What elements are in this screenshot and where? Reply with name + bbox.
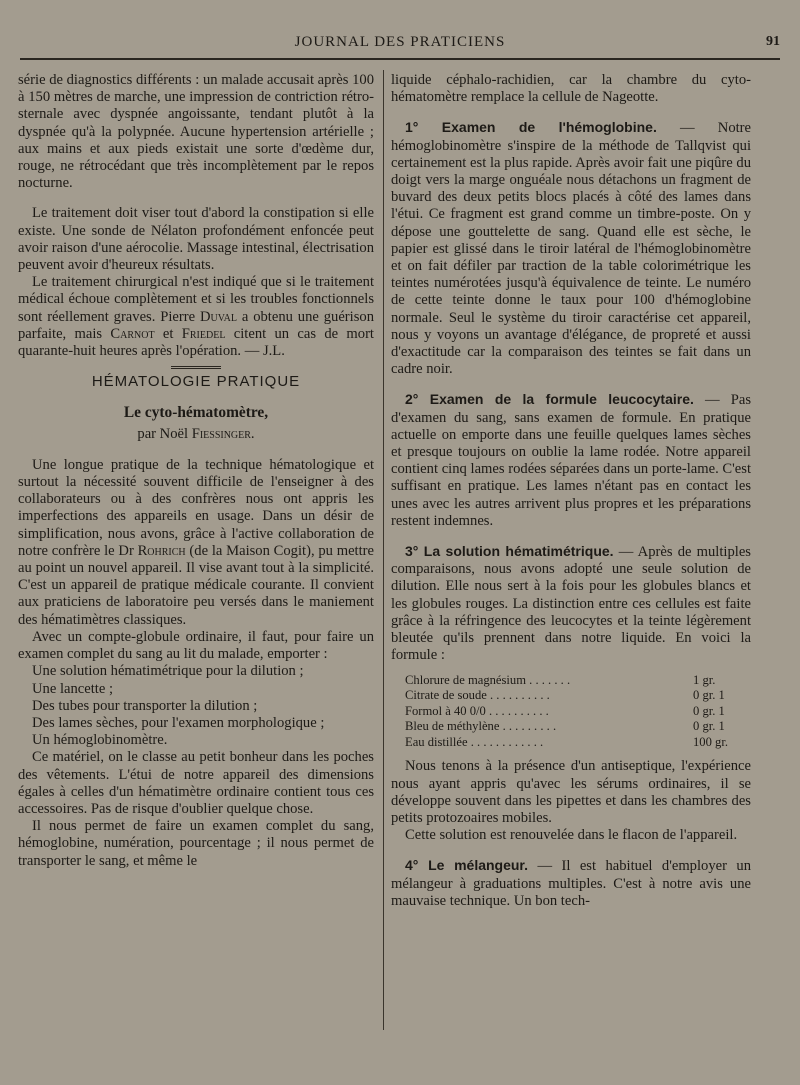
list-item: Des lames sèches, pour l'examen morphologique ; xyxy=(32,714,325,731)
author-name-friedel: Friedel xyxy=(181,325,226,342)
paragraph-antiseptic: Nous tenons à la présence d'un antiseptique, l'expérience nous ayant appris qu'avec les sérums ordinaires, il se développe souvent dans les pipettes et dans les chambres des petits protozoaires mobiles. xyxy=(391,758,751,827)
paragraph-diagnostics: série de diagnostics différents : un malade accusait après 100 à 150 mètres de marche, une impression de contriction rétro-sternale avec dyspnée angoissante, tendant plutôt à la dyspnée qu'à la polypnée. Aucune hypertension artérielle ; aux mains et aux pieds existait une sorte d'œdème dur, rouge, ne rétrocédant que très incomplètement par le repos nocturne. xyxy=(18,72,374,192)
journal-title: JOURNAL DES PRATICIENS xyxy=(294,34,506,50)
subheading-solution: 3° La solution hématimétrique. xyxy=(405,543,614,560)
column-divider xyxy=(383,70,384,1030)
paragraph-renewal: Cette solution est renouvelée dans le flacon de l'appareil. xyxy=(405,827,738,844)
author-name-duval: Duval xyxy=(199,308,237,325)
formula-table xyxy=(405,673,751,751)
section-title: HÉMATOLOGIE PRATIQUE xyxy=(91,373,301,391)
subheading-hemoglobin: 1° Examen de l'hémoglobine. xyxy=(405,119,657,136)
subheading-leukocyte: 2° Examen de la formule leucocytaire. xyxy=(405,391,694,408)
list-item: Une solution hématimétrique pour la dilution ; xyxy=(32,663,304,680)
formula-row: Chlorure de magnésium . . . . . . . 1 gr. xyxy=(405,672,716,687)
formula-row: Formol à 40 0/0 . . . . . . . . . . 0 gr. 1 xyxy=(405,703,725,718)
paragraph-case: Ce matériel, on le classe au petit bonheur dans les poches des vêtements. L'étui de notre appareil des dimensions égales à celles d'un hématimètre ordinaire contient tous ces accessoires. Pas de risque d'oublier quelque chose. xyxy=(18,749,374,817)
paragraph-equipment: Avec un compte-globule ordinaire, il faut, pour faire un examen complet du sang au lit du malade, emporter : xyxy=(18,628,374,663)
header-rule xyxy=(20,58,780,60)
section-mixer: 4° Le mélangeur. — Il est habituel d'employer un mélangeur à graduations multiples. C'est à notre avis une mauvaise technique. Un bon tech- xyxy=(391,857,751,909)
right-column xyxy=(391,72,751,910)
paragraph-continued: liquide céphalo-rachidien, car la chambre du cyto-hématomètre remplace la cellule de Nageotte. xyxy=(391,72,751,106)
left-column xyxy=(18,72,374,870)
article-title: Le cyto-hématomètre, xyxy=(123,404,269,422)
formula-row: Bleu de méthylène . . . . . . . . . 0 gr. 1 xyxy=(405,719,725,734)
section-leukocyte: 2° Examen de la formule leucocytaire. — Pas d'examen du sang, sans examen de formule. En pratique actuelle on emporte dans une feuille quelques lames sèches et presque toujours on oublie la lame rodée. Notre appareil contient cinq lames rodées séparées dans un porte-lame. C'est suffisant en pratique. Les lames n'étant pas en contact les unes avec les autres arrivent plus propres et les préparations restent indemnes. xyxy=(391,391,751,529)
formula-row: Citrate de soude . . . . . . . . . . 0 gr. 1 xyxy=(405,688,725,703)
section-separator xyxy=(18,366,374,369)
list-item: Des tubes pour transporter la dilution ; xyxy=(32,697,258,714)
author-name-rohrich: Rohrich xyxy=(137,542,186,559)
subheading-mixer: 4° Le mélangeur. xyxy=(405,857,528,874)
section-solution: 3° La solution hématimétrique. — Après de multiples comparaisons, nous avons adopté une seule solution de dilution. Elle nous sert à la fois pour les globules blancs et les globules rouges. La distinction entre ces cellules est faite grâce à la réfringence des leucocytes et la teinte légèrement bleutée qu'ils prennent dans notre liquide. En voici la formule : xyxy=(391,543,751,664)
paragraph-intro: Une longue pratique de la technique hématologique et surtout la nécessité souvent difficile de l'enseigner à des collaborateurs ou à des confrères nous ont appris les imperfections des appareils en usage. Dans un désir de simplification, nous avons, grâce à l'active collaboration de notre confrère le Dr Rohrich (de la Maison Cogit), pu mettre au point un nouvel appareil. Il vise avant tout à la simplicité. C'est un appareil de pratique médicale courante. Il convient aux praticiens de laboratoire peu versés dans le maniement des hématimètres classiques. xyxy=(18,456,374,628)
page-header xyxy=(20,34,780,60)
paragraph-treatment: Le traitement doit viser tout d'abord la constipation si elle existe. Une sonde de Nélaton profondément enfoncée peut avoir raison d'une aérocolie. Massage intestinal, électrisation peuvent avoir d'heureux résultats. xyxy=(18,205,374,274)
list-item: Un hémoglobinomètre. xyxy=(32,732,168,749)
section-hemoglobin: 1° Examen de l'hémoglobine. — Notre hémoglobinomètre s'inspire de la méthode de Tallqvist qui certainement est la plus rapide. Après avoir fait une piqûre du doigt vers la marge onguéale nous détachons un fragment de buvard des deux petits blocs placés à côté des lames dans l'étui. Ce fragment est grand comme un timbre-poste. On y dépose une gouttelette de sang. Quand elle est sèche, le papier est glissé dans le tiroir latéral de l'hémoglobinomètre et on fait défiler par traction de la table colorimétrique les teintes numérotées jusqu'à équivalence de teinte. Le numéro de cette teinte donne le taux pour 100 d'hémoglobine normale. Seul le système du tiroir caractérise cet appareil, nous y voyons un avantage d'élégance, de propreté et aussi d'exactitude car la comparaison des teintes se fait dans un cadre noir. xyxy=(391,119,752,378)
page-number: 91 xyxy=(766,34,780,49)
list-item: Une lancette ; xyxy=(32,680,114,697)
paragraph-exam: Il nous permet de faire un examen complet du sang, hémoglobine, numération, pourcentage ; il nous permet de transporter le sang, et même le xyxy=(18,818,374,869)
formula-row: Eau distillée . . . . . . . . . . . . 100 gr. xyxy=(405,734,728,749)
author-name-carnot: Carnot xyxy=(110,325,155,342)
article-author: par Noël Fiessinger. xyxy=(137,425,255,442)
paragraph-surgery: Le traitement chirurgical n'est indiqué que si le traitement médical échoue complètement et si les troubles fonctionnels sont réellement graves. Pierre Duval a obtenu une guérison parfaite, mais Carnot et Friedel citent un cas de mort quarante-huit heures après l'opération. — J.L. xyxy=(18,274,374,360)
